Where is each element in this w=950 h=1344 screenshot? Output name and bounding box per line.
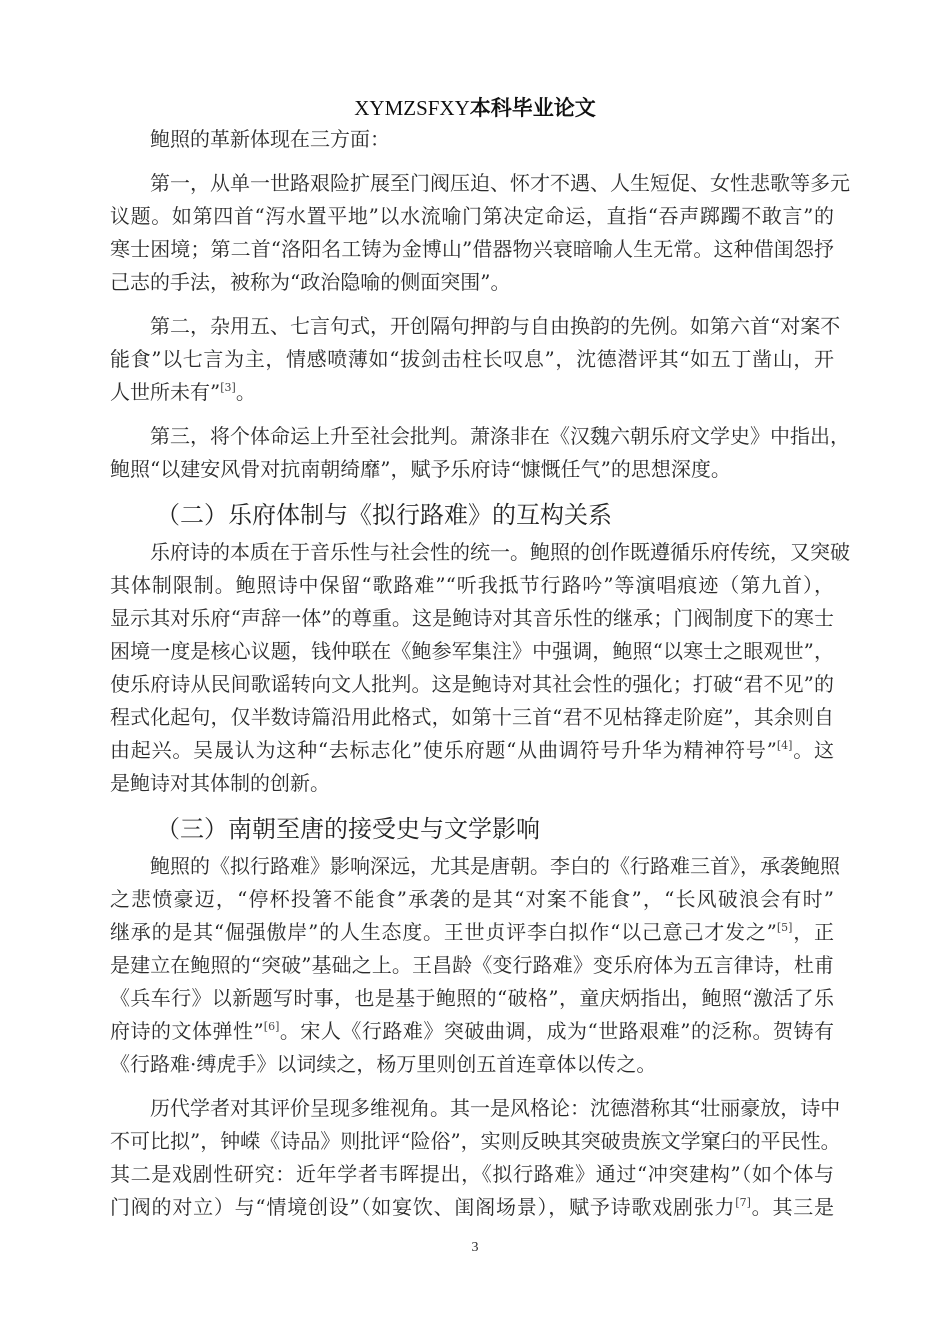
citation-marker: [4] <box>776 739 793 752</box>
header-thesis-label: 本科毕业论文 <box>469 96 596 120</box>
line-text: 不可比拟”，钟嵘《诗品》则批评“险俗”，实则反映其突破贵族文学窠臼的平民性。 <box>110 1129 841 1153</box>
text-line <box>110 701 834 734</box>
line-text: 第一，从单一世路艰险扩展至门阀压迫、怀才不遇、人生短促、女性悲歌等多元 <box>150 171 850 195</box>
text-line <box>110 343 834 376</box>
paragraph <box>110 420 850 486</box>
line-text: 鲍照的革新体现在三方面： <box>150 127 390 151</box>
text-line <box>110 982 834 1015</box>
line-text: 议题。如第四首“泻水置平地”以水流喻门第决定命运，直指“吞声踯躅不敢言”的 <box>110 204 834 228</box>
text-line <box>110 310 841 343</box>
text-line <box>110 1191 834 1224</box>
citation-marker: [6] <box>263 1020 280 1033</box>
paragraph <box>110 167 850 299</box>
text-line <box>110 916 834 949</box>
text-line <box>110 266 834 299</box>
page-header <box>0 94 950 122</box>
line-text: 困境一度是核心议题，钱仲联在《鲍参军集注》中强调，鲍照“以寒士之眼观世”， <box>110 639 834 663</box>
page-number: 3 <box>471 1240 479 1255</box>
line-text-after-citation: 。其三是 <box>750 1195 834 1219</box>
citation-marker: [3] <box>220 381 236 394</box>
line-text-after-citation: ，正 <box>792 920 834 944</box>
paragraph <box>110 123 834 156</box>
text-line <box>110 734 834 767</box>
text-line <box>110 767 834 800</box>
section-heading: （三）南朝至唐的接受史与文学影响 <box>156 815 540 843</box>
line-text: 历代学者对其评价呈现多维视角。其一是风格论：沈德潜称其“壮丽豪放，诗中 <box>150 1096 841 1120</box>
line-text: 继承的是其“倔强傲岸”的人生态度。王世贞评李白拟作“以己意己才发之” <box>110 920 777 944</box>
text-line <box>110 1048 834 1081</box>
text-line <box>110 635 834 668</box>
citation-marker: [5] <box>776 921 793 934</box>
text-line <box>110 569 834 602</box>
line-text: 是鲍诗对其体制的创新。 <box>110 771 330 795</box>
text-line <box>110 949 834 982</box>
line-text: 鲍照的《拟行路难》影响深远，尤其是唐朝。李白的《行路难三首》，承袭鲍照 <box>150 854 840 878</box>
document-body <box>110 123 850 1224</box>
line-text: 鲍照“以建安风骨对抗南朝绮靡”，赋予乐府诗“慷慨任气”的思想深度。 <box>110 457 731 481</box>
line-text-after-citation: 。这 <box>792 738 834 762</box>
line-text: 其体制限制。鲍照诗中保留“歌路难”“听我抵节行路吟”等演唱痕迹（第九首）， <box>110 573 834 597</box>
line-text: 程式化起句，仅半数诗篇沿用此格式，如第十三首“君不见枯箨走阶庭”，其余则自 <box>110 705 834 729</box>
line-text: 之悲愤豪迈，“停杯投箸不能食”承袭的是其“对案不能食”，“长风破浪会有时” <box>110 887 834 911</box>
text-line <box>110 1158 834 1191</box>
line-text: 府诗的文体弹性” <box>110 1019 264 1043</box>
text-line <box>110 1092 841 1125</box>
text-line <box>110 536 850 569</box>
line-text: 是建立在鲍照的“突破”基础之上。王昌龄《变行路难》变乐府体为五言律诗，杜甫 <box>110 953 834 977</box>
line-text: 其二是戏剧性研究：近年学者韦晖提出，《拟行路难》通过“冲突建构”（如个体与 <box>110 1162 834 1186</box>
text-line <box>110 453 834 486</box>
paragraph <box>110 310 841 409</box>
line-text: 第二，杂用五、七言句式，开创隔句押韵与自由换韵的先例。如第六首“对案不 <box>150 314 841 338</box>
line-text-after-citation: 。宋人《行路难》突破曲调，成为“世路艰难”的泛称。贺铸有 <box>279 1019 834 1043</box>
text-line <box>110 1125 841 1158</box>
line-text: 己志的手法，被称为“政治隐喻的侧面突围”。 <box>110 270 511 294</box>
line-text: 能食”以七言为主，情感喷薄如“拔剑击柱长叹息”，沈德潜评其“如五丁凿山，开 <box>110 347 834 371</box>
text-line <box>110 602 834 635</box>
line-text: 《行路难·缚虎手》以词续之，杨万里则创五首连章体以传之。 <box>110 1052 657 1076</box>
line-text: 显示其对乐府“声辞一体”的尊重。这是鲍诗对其音乐性的继承；门阀制度下的寒士 <box>110 606 834 630</box>
line-text: 由起兴。吴晟认为这种“去标志化”使乐府题“从曲调符号升华为精神符号” <box>110 738 777 762</box>
line-text: 人世所未有” <box>110 380 221 404</box>
text-line <box>110 668 834 701</box>
line-text: 《兵车行》以新题写时事，也是基于鲍照的“破格”，童庆炳指出，鲍照“激活了乐 <box>110 986 834 1010</box>
text-line <box>110 233 834 266</box>
citation-marker: [7] <box>735 1196 751 1209</box>
text-line <box>110 883 834 916</box>
line-text: 门阀的对立）与“情境创设”（如宴饮、闺阁场景），赋予诗歌戏剧张力 <box>110 1195 736 1219</box>
section-heading: （二）乐府体制与《拟行路难》的互构关系 <box>156 501 612 529</box>
paragraph <box>110 1092 841 1224</box>
text-line <box>110 850 840 883</box>
line-text: 乐府诗的本质在于音乐性与社会性的统一。鲍照的创作既遵循乐府传统，又突破 <box>150 540 850 564</box>
header-school-code: XYMZSFXY <box>354 96 470 120</box>
text-line <box>110 1015 834 1048</box>
text-line <box>110 167 850 200</box>
text-line <box>110 376 834 409</box>
line-text: 寒士困境；第二首“洛阳名工铸为金博山”借器物兴衰暗喻人生无常。这种借闺怨抒 <box>110 237 834 261</box>
text-line <box>110 123 834 156</box>
line-text: 使乐府诗从民间歌谣转向文人批判。这是鲍诗对其社会性的强化；打破“君不见”的 <box>110 672 834 696</box>
line-text-after-citation: 。 <box>235 380 256 404</box>
paragraph <box>110 536 850 800</box>
paragraph <box>110 850 840 1081</box>
text-line <box>110 200 834 233</box>
text-line <box>110 420 850 453</box>
line-text: 第三，将个体命运上升至社会批判。萧涤非在《汉魏六朝乐府文学史》中指出， <box>150 424 850 448</box>
